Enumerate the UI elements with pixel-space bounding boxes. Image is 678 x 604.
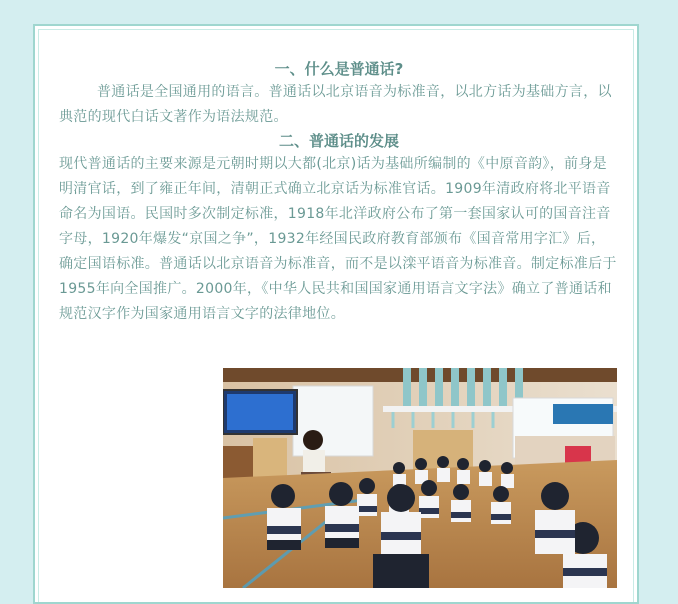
section1-paragraph: 普通话是全国通用的语言。普通话以北京语音为标准音，以北方话为基础方言，以典范的现代白话文著作为语法规范。	[59, 84, 612, 125]
section1-heading: 一、什么是普通话?	[274, 60, 404, 78]
section2-heading: 二、普通话的发展	[278, 132, 399, 150]
article-body	[59, 58, 619, 327]
classroom-photo	[223, 368, 617, 588]
section2-paragraph: 现代普通话的主要来源是元朝时期以大都(北京)话为基础所编制的《中原音韵》，前身是明清官话，到了雍正年间，清朝正式确立北京话为标准官话。1909年清政府将北平语音命名为国语。民国时多次制定标准，1918年北洋政府公布了第一套国家认可的国音注音字母，1920年爆发“京国之争”，1932年经国民政府教育部颁布《国音常用字汇》后，确定国语标准。普通话以北京语音为标准音，而不是以滦平语音为标准音。制定标准后于1955年向全国推广。2000年，《中华人民共和国国家通用语言文字法》确立了普通话和规范汉字作为国家通用语言文字的法律地位。	[59, 156, 617, 322]
classroom-photo-illustration	[223, 368, 617, 588]
